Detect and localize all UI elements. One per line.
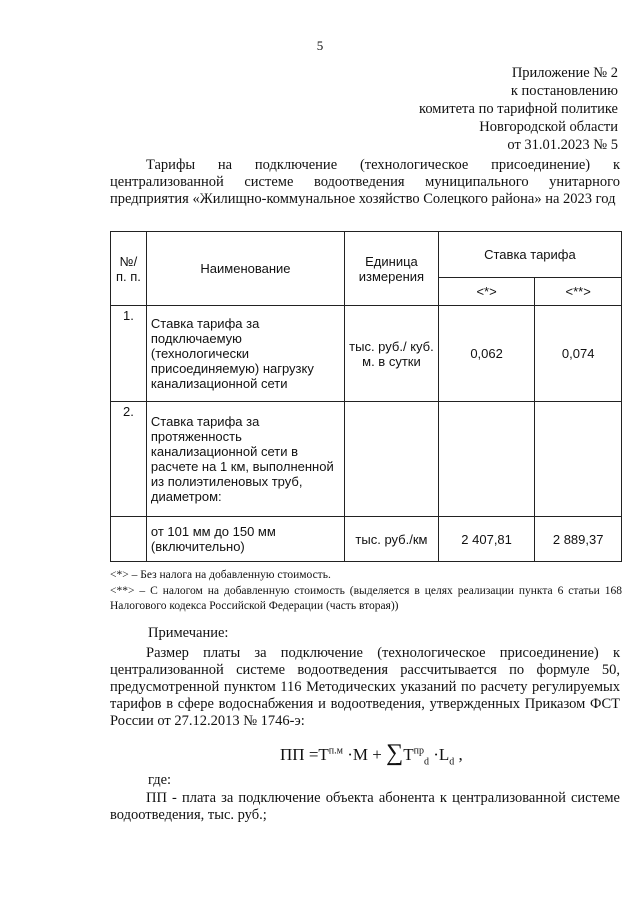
table-row	[111, 306, 622, 402]
formula-lhs: ПП	[280, 745, 305, 764]
row-name: Ставка тарифа за протяженность канализационной сети в расчете на 1 км, выполненной из полиэтиленовых труб, диаметром:	[146, 402, 344, 517]
formula-plus: +	[372, 745, 382, 764]
formula-t2-sub: d	[423, 756, 429, 768]
formula-equals: =	[308, 745, 319, 764]
formula-m: M	[352, 745, 369, 764]
table-header-row	[111, 232, 622, 278]
header-rate-without-vat: <*>	[438, 278, 535, 306]
header-unit: Единица измерения	[345, 232, 439, 306]
footnote-without-vat: <*> – Без налога на добавленную стоимость.	[110, 569, 331, 581]
formula-t1: T	[318, 745, 329, 764]
row-number	[111, 517, 147, 562]
formula-comma: ,	[458, 745, 463, 764]
row-number: 1.	[111, 306, 147, 402]
formula-sum-icon: ∑	[386, 740, 404, 766]
row-number: 2.	[111, 402, 147, 517]
footnote-with-vat: <**> – С налогом на добавленную стоимость (выделяется в целях реализации пункта 6 статьи 168 Налогового кодекса Российской Федерации (часть вторая))	[110, 585, 622, 612]
where-label: где:	[148, 772, 172, 788]
note-heading: Примечание:	[148, 625, 229, 641]
pp-definition: ПП - плата за подключение объекта абонента к централизованной системе водоотведения, тыс. руб.;	[110, 790, 620, 823]
formula-t2-sup: пр	[413, 745, 424, 757]
formula-dot: ·	[433, 745, 439, 764]
table-row	[111, 517, 622, 562]
row-rate-without-vat: 2 407,81	[438, 517, 535, 562]
appendix-title: Приложение № 2	[511, 65, 618, 81]
appendix-block	[419, 64, 618, 154]
row-unit: тыс. руб./ куб. м. в сутки	[345, 306, 439, 402]
row-rate-with-vat	[535, 402, 622, 517]
page-number: 5	[316, 38, 324, 53]
header-number: №/ п. п.	[111, 232, 147, 306]
appendix-line: Новгородской области	[479, 119, 618, 135]
tariff-intro: Тарифы на подключение (технологическое присоединение) к централизованной системе водоотведения муниципального унитарного предприятия «Жилищно-коммунальное хозяйство Солецкого района» на 2023 год	[110, 157, 620, 207]
row-unit: тыс. руб./км	[345, 517, 439, 562]
formula-l: L	[438, 745, 450, 764]
header-name: Наименование	[146, 232, 344, 306]
row-rate-with-vat: 2 889,37	[535, 517, 622, 562]
note-text: Размер платы за подключение (технологическое присоединение) к централизованной системе водоотведения рассчитывается по формуле 50, предусмотренной пунктом 116 Методических указаний по расчету регулируемых тарифов в сфере водоснабжения и водоотведения, утвержденных Приказом ФСТ России от 27.12.2013 № 1746-э:	[110, 645, 620, 729]
formula-dot: ·	[347, 745, 353, 764]
row-rate-without-vat	[438, 402, 535, 517]
appendix-date: от 31.01.2023 № 5	[507, 137, 618, 153]
row-rate-with-vat: 0,074	[535, 306, 622, 402]
row-unit	[345, 402, 439, 517]
table-row	[111, 402, 622, 517]
header-rate-with-vat: <**>	[535, 278, 622, 306]
tariff-table	[110, 231, 622, 562]
appendix-line: комитета по тарифной политике	[419, 101, 618, 117]
header-rate: Ставка тарифа	[438, 232, 621, 278]
row-rate-without-vat: 0,062	[438, 306, 535, 402]
connection-fee-formula	[280, 740, 463, 767]
formula-t2: T	[403, 745, 414, 764]
row-name: от 101 мм до 150 мм (включительно)	[146, 517, 344, 562]
row-name: Ставка тарифа за подключаемую (технологически присоединяемую) нагрузку канализационной сети	[146, 306, 344, 402]
appendix-line: к постановлению	[510, 83, 618, 99]
formula-t1-sup: п.м	[328, 745, 343, 757]
formula-l-sub: d	[449, 756, 455, 768]
